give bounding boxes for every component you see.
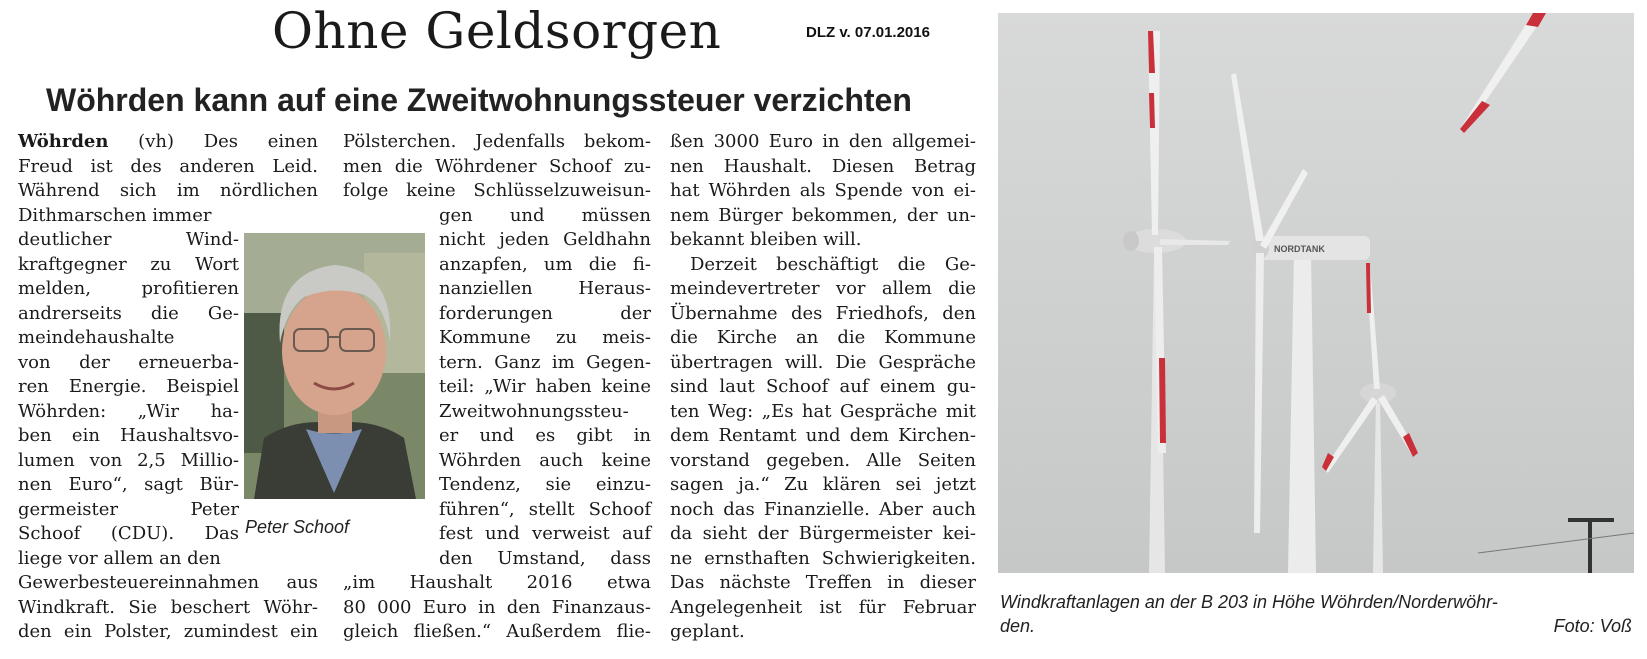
text-line: geplant. xyxy=(670,621,745,642)
text-line: da sieht der Bürgermeister kei- xyxy=(670,523,976,544)
article-headline: Ohne Geldsorgen xyxy=(272,2,722,60)
text-line: teil: „Wir haben keine xyxy=(439,376,651,397)
text-line: tern. Ganz im Gegen- xyxy=(439,351,651,373)
text-line: Übernahme des Friedhofs, den xyxy=(670,302,976,324)
text-line: dem Rentamt und dem Kirchen- xyxy=(670,425,976,446)
text-line: übertragen will. Die Gespräche xyxy=(670,351,976,373)
text-line: Wöhrden (vh) Des einen xyxy=(18,131,318,152)
portrait-caption: Peter Schoof xyxy=(245,517,350,537)
text-line: vorstand gegeben. Alle Seiten xyxy=(670,449,976,471)
text-line: ten Weg: „Es hat Gespräche mit xyxy=(670,400,976,422)
text-line: meindehaushalte xyxy=(18,327,175,348)
text-line: Gewerbesteuereinnahmen aus xyxy=(18,572,318,593)
text-line: fest und verweist auf xyxy=(439,523,651,544)
text-line: ren Energie. Beispiel xyxy=(18,376,239,397)
text-line: Tendenz, sie einzu- xyxy=(439,474,651,495)
text-line: ben ein Haushaltsvo- xyxy=(18,425,239,446)
text-line: Windkraft. Sie beschert Wöhr- xyxy=(18,596,318,618)
text-line: kraftgegner zu Wort xyxy=(18,253,239,275)
text-line: nen Euro“, sagt Bür- xyxy=(18,474,239,495)
text-line: Angelegenheit ist für Februar xyxy=(670,596,976,618)
portrait-photo xyxy=(244,233,425,499)
text-line: meindevertreter vor allem die xyxy=(670,278,976,299)
text-line: von der erneuerba- xyxy=(18,351,239,373)
text-line: Schoof (CDU). Das xyxy=(18,523,239,544)
text-line: die Kirche an die Kommune xyxy=(670,327,976,348)
wind-turbines-illustration xyxy=(998,13,1634,573)
photo-credit: Foto: Voß xyxy=(1553,616,1632,636)
text-line: sind laut Schoof auf einem gu- xyxy=(670,376,976,397)
text-line: deutlicher Wind- xyxy=(18,229,239,250)
text-line: ßen 3000 Euro in den allgemei- xyxy=(670,131,976,152)
text-line: noch das Finanzielle. Aber auch xyxy=(670,498,976,520)
article-column-3 xyxy=(670,130,976,645)
text-line: Das nächste Treffen in dieser xyxy=(670,572,976,593)
text-line: Zweitwohnungssteu- xyxy=(439,400,629,422)
text-line: liege vor allem an den xyxy=(18,547,221,569)
text-line: Pölsterchen. Jedenfalls bekom- xyxy=(343,131,651,152)
wind-turbine-photo xyxy=(998,13,1634,573)
text-line: Wöhrden auch keine xyxy=(439,449,651,471)
text-line: Freud ist des anderen Leid. xyxy=(18,155,318,177)
text-line: Während sich im nördlichen xyxy=(18,180,318,201)
text-line: andrerseits die Ge- xyxy=(18,302,239,324)
text-line: Derzeit beschäftigt die Ge- xyxy=(690,253,976,275)
text-line: sagen ja.“ Zu klären sei jetzt xyxy=(670,474,976,495)
photo-caption-end: den. xyxy=(1000,616,1036,636)
text-line: germeister Peter xyxy=(18,498,239,520)
text-line: führen“, stellt Schoof xyxy=(439,498,651,520)
text-line: nicht jeden Geldhahn xyxy=(439,229,651,250)
text-line: men die Wöhrdener Schoof zu- xyxy=(343,155,651,177)
text-line: forderungen der xyxy=(439,302,651,324)
text-line: gen und müssen xyxy=(439,204,651,226)
text-line: Wöhrden: „Wir ha- xyxy=(18,400,239,422)
text-line: nem Bürger bekommen, der un- xyxy=(670,204,976,226)
portrait-illustration xyxy=(244,233,425,499)
text-line: „im Haushalt 2016 etwa xyxy=(343,572,651,593)
text-line: gleich fließen.“ Außerdem flie- xyxy=(343,621,651,642)
text-line: lumen von 2,5 Millio- xyxy=(18,449,239,471)
text-line: Kommune zu meis- xyxy=(439,327,651,348)
text-line: bekannt bleiben will. xyxy=(670,229,862,250)
photo-caption xyxy=(1000,590,1632,638)
text-line: anzapfen, um die fi- xyxy=(439,253,651,275)
text-line: ne ernsthaften Schwierigkeiten. xyxy=(670,547,976,569)
text-line: folge keine Schlüsselzuweisun- xyxy=(343,180,651,201)
text-line: Dithmarschen immer xyxy=(18,204,212,226)
text-line: hat Wöhrden als Spende von ei- xyxy=(670,180,976,201)
text-line: nen Haushalt. Diesen Betrag xyxy=(670,155,976,177)
text-line: den Umstand, dass xyxy=(439,547,651,569)
text-line: melden, profitieren xyxy=(18,278,239,299)
text-line: den ein Polster, zumindest ein xyxy=(18,621,318,642)
nacelle-label: NORDTANK xyxy=(1274,244,1325,254)
text-line: 80 000 Euro in den Finanzaus- xyxy=(343,596,651,618)
text-line: nanziellen Heraus- xyxy=(439,278,651,299)
article-subheadline: Wöhrden kann auf eine Zweitwohnungssteuer verzichten xyxy=(46,82,912,118)
text-line: er und es gibt in xyxy=(439,425,651,446)
photo-caption-line: Windkraftanlagen an der B 203 in Höhe Wöhrden/Norderwöhr- xyxy=(1000,592,1498,612)
dateline: DLZ v. 07.01.2016 xyxy=(806,24,930,41)
photo-caption-line xyxy=(1000,614,1632,638)
